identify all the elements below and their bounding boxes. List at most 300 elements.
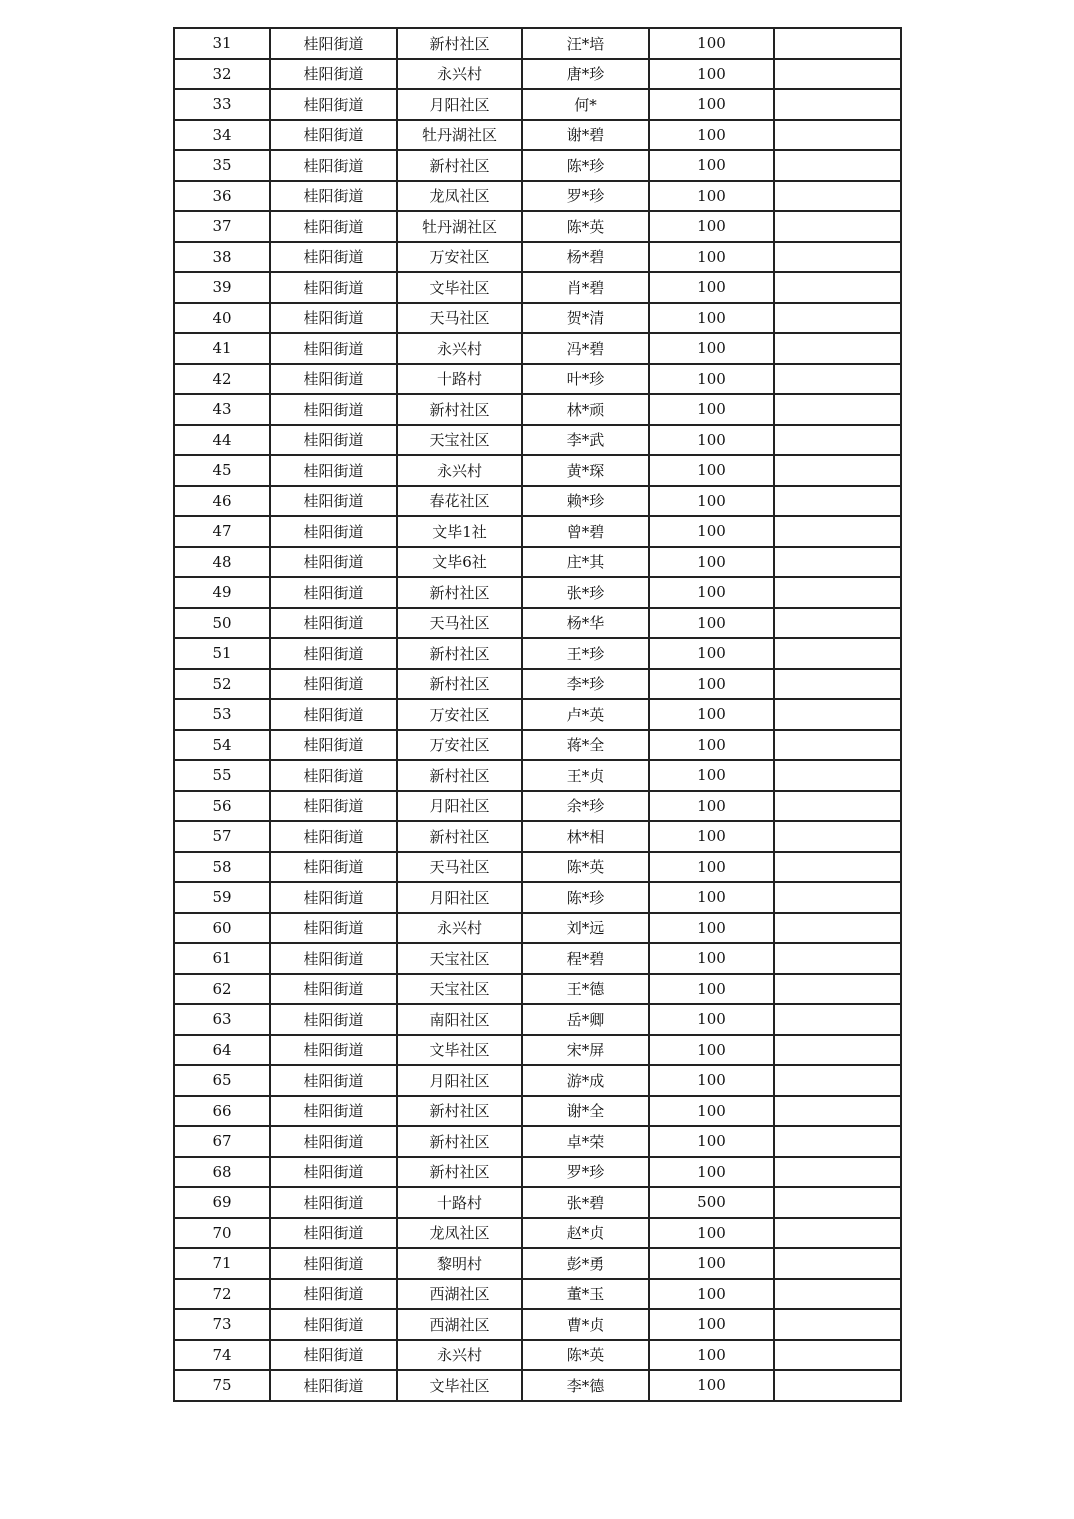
row-number-cell: 50: [174, 608, 270, 639]
note-cell: [774, 333, 901, 364]
table-row: [174, 1126, 901, 1157]
note-cell: [774, 1004, 901, 1035]
row-number-cell: 68: [174, 1157, 270, 1188]
note-cell: [774, 394, 901, 425]
amount-cell: 100: [649, 547, 774, 578]
note-cell: [774, 89, 901, 120]
community-cell: 新村社区: [397, 760, 522, 791]
note-cell: [774, 303, 901, 334]
community-cell: 永兴村: [397, 913, 522, 944]
name-cell: 王*德: [522, 974, 649, 1005]
street-cell: 桂阳街道: [270, 1004, 397, 1035]
row-number-cell: 56: [174, 791, 270, 822]
row-number-cell: 61: [174, 943, 270, 974]
amount-cell: 100: [649, 242, 774, 273]
note-cell: [774, 1126, 901, 1157]
note-cell: [774, 882, 901, 913]
community-cell: 牡丹湖社区: [397, 120, 522, 151]
table-row: [174, 852, 901, 883]
table-row: [174, 303, 901, 334]
table-row: [174, 89, 901, 120]
name-cell: 张*碧: [522, 1187, 649, 1218]
note-cell: [774, 699, 901, 730]
table-row: [174, 28, 901, 59]
street-cell: 桂阳街道: [270, 1065, 397, 1096]
community-cell: 永兴村: [397, 59, 522, 90]
row-number-cell: 33: [174, 89, 270, 120]
note-cell: [774, 1096, 901, 1127]
street-cell: 桂阳街道: [270, 242, 397, 273]
community-cell: 龙凤社区: [397, 1218, 522, 1249]
table-row: [174, 943, 901, 974]
street-cell: 桂阳街道: [270, 943, 397, 974]
row-number-cell: 52: [174, 669, 270, 700]
row-number-cell: 42: [174, 364, 270, 395]
row-number-cell: 55: [174, 760, 270, 791]
name-cell: 谢*碧: [522, 120, 649, 151]
community-cell: 天宝社区: [397, 974, 522, 1005]
community-cell: 天宝社区: [397, 425, 522, 456]
amount-cell: 100: [649, 1096, 774, 1127]
row-number-cell: 44: [174, 425, 270, 456]
note-cell: [774, 852, 901, 883]
table-row: [174, 181, 901, 212]
community-cell: 月阳社区: [397, 791, 522, 822]
name-cell: 叶*珍: [522, 364, 649, 395]
street-cell: 桂阳街道: [270, 272, 397, 303]
table-row: [174, 1340, 901, 1371]
row-number-cell: 54: [174, 730, 270, 761]
table-row: [174, 59, 901, 90]
name-cell: 曹*贞: [522, 1309, 649, 1340]
community-cell: 天宝社区: [397, 943, 522, 974]
name-cell: 杨*碧: [522, 242, 649, 273]
table-row: [174, 608, 901, 639]
name-cell: 杨*华: [522, 608, 649, 639]
name-cell: 王*贞: [522, 760, 649, 791]
street-cell: 桂阳街道: [270, 486, 397, 517]
name-cell: 黄*琛: [522, 455, 649, 486]
community-cell: 月阳社区: [397, 882, 522, 913]
name-cell: 游*成: [522, 1065, 649, 1096]
street-cell: 桂阳街道: [270, 425, 397, 456]
street-cell: 桂阳街道: [270, 913, 397, 944]
amount-cell: 100: [649, 730, 774, 761]
table-row: [174, 760, 901, 791]
amount-cell: 100: [649, 1340, 774, 1371]
name-cell: 何*: [522, 89, 649, 120]
row-number-cell: 45: [174, 455, 270, 486]
community-cell: 永兴村: [397, 1340, 522, 1371]
row-number-cell: 60: [174, 913, 270, 944]
amount-cell: 100: [649, 791, 774, 822]
row-number-cell: 40: [174, 303, 270, 334]
row-number-cell: 46: [174, 486, 270, 517]
amount-cell: 100: [649, 1279, 774, 1310]
street-cell: 桂阳街道: [270, 669, 397, 700]
street-cell: 桂阳街道: [270, 791, 397, 822]
amount-cell: 100: [649, 1370, 774, 1401]
row-number-cell: 63: [174, 1004, 270, 1035]
table-row: [174, 913, 901, 944]
amount-cell: 100: [649, 333, 774, 364]
row-number-cell: 39: [174, 272, 270, 303]
note-cell: [774, 730, 901, 761]
name-cell: 陈*珍: [522, 882, 649, 913]
name-cell: 卓*荣: [522, 1126, 649, 1157]
community-cell: 新村社区: [397, 1096, 522, 1127]
amount-cell: 500: [649, 1187, 774, 1218]
row-number-cell: 48: [174, 547, 270, 578]
note-cell: [774, 974, 901, 1005]
note-cell: [774, 272, 901, 303]
street-cell: 桂阳街道: [270, 303, 397, 334]
community-cell: 南阳社区: [397, 1004, 522, 1035]
amount-cell: 100: [649, 852, 774, 883]
note-cell: [774, 1218, 901, 1249]
name-cell: 肖*碧: [522, 272, 649, 303]
table-row: [174, 547, 901, 578]
amount-cell: 100: [649, 455, 774, 486]
note-cell: [774, 455, 901, 486]
note-cell: [774, 181, 901, 212]
name-cell: 陈*珍: [522, 150, 649, 181]
table-row: [174, 577, 901, 608]
street-cell: 桂阳街道: [270, 455, 397, 486]
street-cell: 桂阳街道: [270, 547, 397, 578]
amount-cell: 100: [649, 1035, 774, 1066]
table-row: [174, 486, 901, 517]
note-cell: [774, 211, 901, 242]
street-cell: 桂阳街道: [270, 638, 397, 669]
community-cell: 万安社区: [397, 730, 522, 761]
table-row: [174, 1218, 901, 1249]
street-cell: 桂阳街道: [270, 120, 397, 151]
row-number-cell: 35: [174, 150, 270, 181]
community-cell: 万安社区: [397, 699, 522, 730]
street-cell: 桂阳街道: [270, 760, 397, 791]
table-row: [174, 516, 901, 547]
name-cell: 李*武: [522, 425, 649, 456]
street-cell: 桂阳街道: [270, 364, 397, 395]
street-cell: 桂阳街道: [270, 1187, 397, 1218]
community-cell: 万安社区: [397, 242, 522, 273]
name-cell: 刘*远: [522, 913, 649, 944]
street-cell: 桂阳街道: [270, 211, 397, 242]
community-cell: 月阳社区: [397, 89, 522, 120]
name-cell: 汪*培: [522, 28, 649, 59]
table-row: [174, 455, 901, 486]
note-cell: [774, 516, 901, 547]
street-cell: 桂阳街道: [270, 394, 397, 425]
amount-cell: 100: [649, 425, 774, 456]
row-number-cell: 69: [174, 1187, 270, 1218]
name-cell: 李*德: [522, 1370, 649, 1401]
street-cell: 桂阳街道: [270, 150, 397, 181]
row-number-cell: 49: [174, 577, 270, 608]
amount-cell: 100: [649, 913, 774, 944]
table-row: [174, 882, 901, 913]
amount-cell: 100: [649, 1126, 774, 1157]
name-cell: 林*相: [522, 821, 649, 852]
street-cell: 桂阳街道: [270, 1126, 397, 1157]
table-row: [174, 669, 901, 700]
note-cell: [774, 59, 901, 90]
community-cell: 黎明村: [397, 1248, 522, 1279]
amount-cell: 100: [649, 882, 774, 913]
row-number-cell: 38: [174, 242, 270, 273]
name-cell: 岳*卿: [522, 1004, 649, 1035]
row-number-cell: 47: [174, 516, 270, 547]
community-cell: 十路村: [397, 364, 522, 395]
table-row: [174, 364, 901, 395]
street-cell: 桂阳街道: [270, 974, 397, 1005]
row-number-cell: 66: [174, 1096, 270, 1127]
name-cell: 蒋*全: [522, 730, 649, 761]
street-cell: 桂阳街道: [270, 577, 397, 608]
amount-cell: 100: [649, 28, 774, 59]
amount-cell: 100: [649, 638, 774, 669]
table-row: [174, 272, 901, 303]
row-number-cell: 43: [174, 394, 270, 425]
note-cell: [774, 425, 901, 456]
amount-cell: 100: [649, 577, 774, 608]
note-cell: [774, 1035, 901, 1066]
note-cell: [774, 486, 901, 517]
table-row: [174, 1248, 901, 1279]
name-cell: 张*珍: [522, 577, 649, 608]
community-cell: 新村社区: [397, 821, 522, 852]
table-row: [174, 699, 901, 730]
note-cell: [774, 1187, 901, 1218]
row-number-cell: 72: [174, 1279, 270, 1310]
name-cell: 王*珍: [522, 638, 649, 669]
name-cell: 罗*珍: [522, 1157, 649, 1188]
community-cell: 十路村: [397, 1187, 522, 1218]
amount-cell: 100: [649, 699, 774, 730]
table-row: [174, 1035, 901, 1066]
street-cell: 桂阳街道: [270, 1370, 397, 1401]
table-row: [174, 1187, 901, 1218]
amount-cell: 100: [649, 1065, 774, 1096]
note-cell: [774, 547, 901, 578]
name-cell: 赵*贞: [522, 1218, 649, 1249]
row-number-cell: 34: [174, 120, 270, 151]
street-cell: 桂阳街道: [270, 608, 397, 639]
community-cell: 文毕社区: [397, 1035, 522, 1066]
amount-cell: 100: [649, 59, 774, 90]
community-cell: 龙凤社区: [397, 181, 522, 212]
street-cell: 桂阳街道: [270, 516, 397, 547]
table-row: [174, 821, 901, 852]
name-cell: 彭*勇: [522, 1248, 649, 1279]
table-row: [174, 638, 901, 669]
community-cell: 新村社区: [397, 150, 522, 181]
community-cell: 新村社区: [397, 1157, 522, 1188]
table-row: [174, 1309, 901, 1340]
table-row: [174, 1279, 901, 1310]
row-number-cell: 65: [174, 1065, 270, 1096]
amount-cell: 100: [649, 669, 774, 700]
community-cell: 新村社区: [397, 394, 522, 425]
amount-cell: 100: [649, 1218, 774, 1249]
street-cell: 桂阳街道: [270, 333, 397, 364]
name-cell: 陈*英: [522, 852, 649, 883]
name-cell: 程*碧: [522, 943, 649, 974]
note-cell: [774, 364, 901, 395]
row-number-cell: 74: [174, 1340, 270, 1371]
note-cell: [774, 791, 901, 822]
community-cell: 天马社区: [397, 303, 522, 334]
community-cell: 天马社区: [397, 608, 522, 639]
community-cell: 永兴村: [397, 333, 522, 364]
street-cell: 桂阳街道: [270, 882, 397, 913]
name-cell: 余*珍: [522, 791, 649, 822]
row-number-cell: 37: [174, 211, 270, 242]
community-cell: 新村社区: [397, 577, 522, 608]
table-row: [174, 333, 901, 364]
name-cell: 贺*清: [522, 303, 649, 334]
table-row: [174, 425, 901, 456]
name-cell: 卢*英: [522, 699, 649, 730]
amount-cell: 100: [649, 120, 774, 151]
row-number-cell: 71: [174, 1248, 270, 1279]
amount-cell: 100: [649, 516, 774, 547]
amount-cell: 100: [649, 364, 774, 395]
community-cell: 牡丹湖社区: [397, 211, 522, 242]
amount-cell: 100: [649, 1248, 774, 1279]
amount-cell: 100: [649, 150, 774, 181]
row-number-cell: 32: [174, 59, 270, 90]
table-row: [174, 242, 901, 273]
name-cell: 林*顽: [522, 394, 649, 425]
amount-cell: 100: [649, 821, 774, 852]
note-cell: [774, 913, 901, 944]
community-cell: 月阳社区: [397, 1065, 522, 1096]
table-row: [174, 1096, 901, 1127]
street-cell: 桂阳街道: [270, 699, 397, 730]
amount-cell: 100: [649, 943, 774, 974]
community-cell: 文毕社区: [397, 272, 522, 303]
table-row: [174, 1065, 901, 1096]
note-cell: [774, 242, 901, 273]
street-cell: 桂阳街道: [270, 181, 397, 212]
street-cell: 桂阳街道: [270, 89, 397, 120]
name-cell: 罗*珍: [522, 181, 649, 212]
row-number-cell: 57: [174, 821, 270, 852]
name-cell: 李*珍: [522, 669, 649, 700]
note-cell: [774, 1065, 901, 1096]
community-cell: 永兴村: [397, 455, 522, 486]
name-cell: 赖*珍: [522, 486, 649, 517]
note-cell: [774, 638, 901, 669]
amount-cell: 100: [649, 974, 774, 1005]
row-number-cell: 62: [174, 974, 270, 1005]
amount-cell: 100: [649, 394, 774, 425]
row-number-cell: 70: [174, 1218, 270, 1249]
note-cell: [774, 1309, 901, 1340]
name-cell: 陈*英: [522, 1340, 649, 1371]
street-cell: 桂阳街道: [270, 1309, 397, 1340]
amount-cell: 100: [649, 1309, 774, 1340]
note-cell: [774, 577, 901, 608]
community-cell: 文毕社区: [397, 1370, 522, 1401]
community-cell: 文毕1社: [397, 516, 522, 547]
name-cell: 唐*珍: [522, 59, 649, 90]
note-cell: [774, 608, 901, 639]
row-number-cell: 58: [174, 852, 270, 883]
amount-cell: 100: [649, 486, 774, 517]
table-row: [174, 1004, 901, 1035]
street-cell: 桂阳街道: [270, 1340, 397, 1371]
row-number-cell: 36: [174, 181, 270, 212]
note-cell: [774, 150, 901, 181]
note-cell: [774, 1157, 901, 1188]
table-row: [174, 394, 901, 425]
note-cell: [774, 1279, 901, 1310]
amount-cell: 100: [649, 303, 774, 334]
note-cell: [774, 1340, 901, 1371]
row-number-cell: 64: [174, 1035, 270, 1066]
row-number-cell: 53: [174, 699, 270, 730]
community-cell: 新村社区: [397, 1126, 522, 1157]
table-row: [174, 1157, 901, 1188]
row-number-cell: 41: [174, 333, 270, 364]
table-row: [174, 211, 901, 242]
amount-cell: 100: [649, 608, 774, 639]
community-cell: 文毕6社: [397, 547, 522, 578]
street-cell: 桂阳街道: [270, 821, 397, 852]
street-cell: 桂阳街道: [270, 730, 397, 761]
community-cell: 西湖社区: [397, 1309, 522, 1340]
community-cell: 新村社区: [397, 28, 522, 59]
table-row: [174, 791, 901, 822]
street-cell: 桂阳街道: [270, 1248, 397, 1279]
name-cell: 庄*其: [522, 547, 649, 578]
row-number-cell: 75: [174, 1370, 270, 1401]
amount-cell: 100: [649, 1004, 774, 1035]
note-cell: [774, 120, 901, 151]
note-cell: [774, 1370, 901, 1401]
street-cell: 桂阳街道: [270, 1157, 397, 1188]
note-cell: [774, 669, 901, 700]
street-cell: 桂阳街道: [270, 1218, 397, 1249]
table-row: [174, 150, 901, 181]
street-cell: 桂阳街道: [270, 1279, 397, 1310]
row-number-cell: 73: [174, 1309, 270, 1340]
roster-table: [173, 27, 902, 1402]
table-row: [174, 120, 901, 151]
street-cell: 桂阳街道: [270, 1035, 397, 1066]
note-cell: [774, 821, 901, 852]
roster-table-body: [174, 28, 901, 1401]
community-cell: 新村社区: [397, 638, 522, 669]
name-cell: 谢*全: [522, 1096, 649, 1127]
amount-cell: 100: [649, 181, 774, 212]
row-number-cell: 67: [174, 1126, 270, 1157]
note-cell: [774, 760, 901, 791]
street-cell: 桂阳街道: [270, 852, 397, 883]
row-number-cell: 31: [174, 28, 270, 59]
community-cell: 西湖社区: [397, 1279, 522, 1310]
name-cell: 董*玉: [522, 1279, 649, 1310]
community-cell: 春花社区: [397, 486, 522, 517]
amount-cell: 100: [649, 1157, 774, 1188]
amount-cell: 100: [649, 211, 774, 242]
table-row: [174, 1370, 901, 1401]
amount-cell: 100: [649, 272, 774, 303]
street-cell: 桂阳街道: [270, 28, 397, 59]
